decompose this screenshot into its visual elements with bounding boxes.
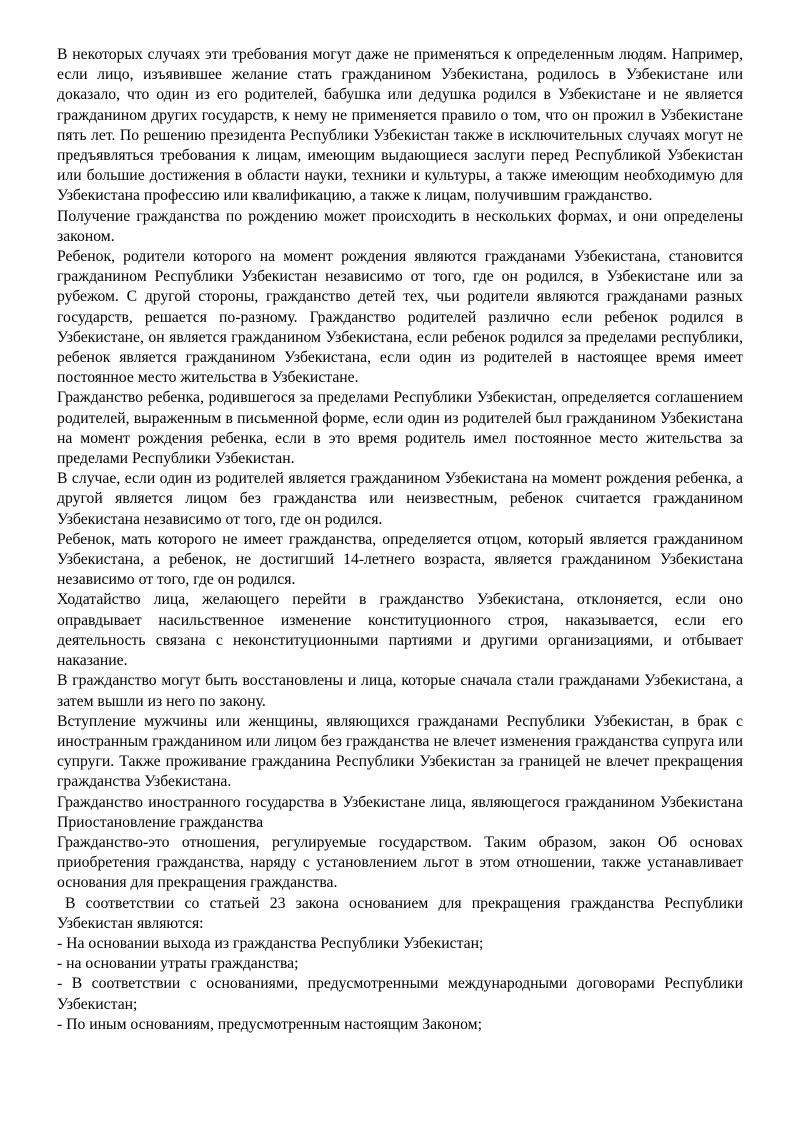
paragraph-birth-forms: Получение гражданства по рождению может происходить в нескольких формах, и они определены законом. <box>57 207 743 245</box>
paragraph-article-23: В соответствии со статьей 23 закона основанием для прекращения гражданства Республики Узбекистан являются: <box>57 894 743 932</box>
paragraph-stateless-parent: В случае, если один из родителей является гражданином Узбекистана на момент рождения ребенка, а другой является лицом без гражданства или неизвестным, ребенок считается гражданином Узбекистана независимо от того, где он родился. <box>57 470 743 528</box>
paragraph-born-abroad: Гражданство ребенка, родившегося за пределами Республики Узбекистан, определяется соглашением родителей, выраженным в письменной форме, если один из родителей был гражданином Узбекистана на момент рождения ребенка, если в это время родитель имел постоянное место жительства за пределами Республики Узбекистан. <box>57 389 743 468</box>
list-item-withdrawal: - На основании выхода из гражданства Республики Узбекистан; <box>57 934 484 952</box>
paragraph-exceptions: В некоторых случаях эти требования могут даже не применяться к определенным людям. Например, если лицо, изъявившее желание стать гражданином Узбекистана, родилось в Узбекистане или доказало, что один из его родителей, бабушка или дедушка родился в Узбекистане и не является гражданином других государств, к нему не применяется правило о том, что он прожил в Узбекистане пять лет. По решению президента Республики Узбекистан также в исключительных случаях могут не предъявляться требования к лицам, имеющим выдающиеся заслуги перед Республикой Узбекистан или большие достижения в области науки, техники и культуры, а также имеющим необходимую для Узбекистана профессию или квалификацию, а также к лицам, получившим гражданство. <box>57 46 743 205</box>
paragraph-petition-rejected: Ходатайство лица, желающего перейти в гражданство Узбекистана, отклоняется, если оно оправдывает насильственное изменение конституционного строя, наказывается, если его деятельность связана с неконституционными партиями и другими организациями, и отбывает наказание. <box>57 591 743 670</box>
paragraph-parents-citizens: Ребенок, родители которого на момент рождения являются гражданами Узбекистана, становится гражданином Республики Узбекистан независимо от того, где он родился, в Узбекистане или за рубежом. С другой стороны, гражданство детей тех, чьи родители являются гражданами разных государств, решается по-разному. Гражданство родителей различно если ребенок родился в Узбекистане, он является гражданином Узбекистана, если ребенок родился за пределами республики, ребенок является гражданином Узбекистана, если один из родителей в настоящее время имеет постоянное место жительства в Узбекистане. <box>57 248 743 387</box>
paragraph-marriage: Вступление мужчины или женщины, являющихся гражданами Республики Узбекистан, в брак с иностранным гражданином или лицом без гражданства не влечет изменения гражданства супруга или супруги. Также проживание гражданина Республики Узбекистан за границей не влечет прекращения гражданства Узбекистана. <box>57 712 743 791</box>
paragraph-foreign-citizenship: Гражданство иностранного государства в Узбекистане лица, являющегося гражданином Узбекистана Приостановление гражданства <box>57 793 743 831</box>
paragraph-mother-no-citizenship: Ребенок, мать которого не имеет гражданства, определяется отцом, который является гражданином Узбекистана, а ребенок, не достигший 14-летнего возраста, является гражданином Узбекистана независимо от того, где он родился. <box>57 530 743 589</box>
paragraph-restoration: В гражданство могут быть восстановлены и лица, которые сначала стали гражданами Узбекистана, а затем вышли из него по закону. <box>57 672 743 710</box>
list-item-other-grounds: - По иным основаниям, предусмотренным настоящим Законом; <box>57 1015 482 1033</box>
paragraph-state-relations: Гражданство-это отношения, регулируемые государством. Таким образом, закон Об основах приобретения гражданства, наряду с установлением льгот в этом отношении, также устанавливает основания для прекращения гражданства. <box>57 833 743 892</box>
list-item-international-treaties: - В соответствии с основаниями, предусмотренными международными договорами Республики Узбекистан; <box>57 975 743 1013</box>
document-body <box>57 45 743 1035</box>
list-item-loss: - на основании утраты гражданства; <box>57 955 299 973</box>
